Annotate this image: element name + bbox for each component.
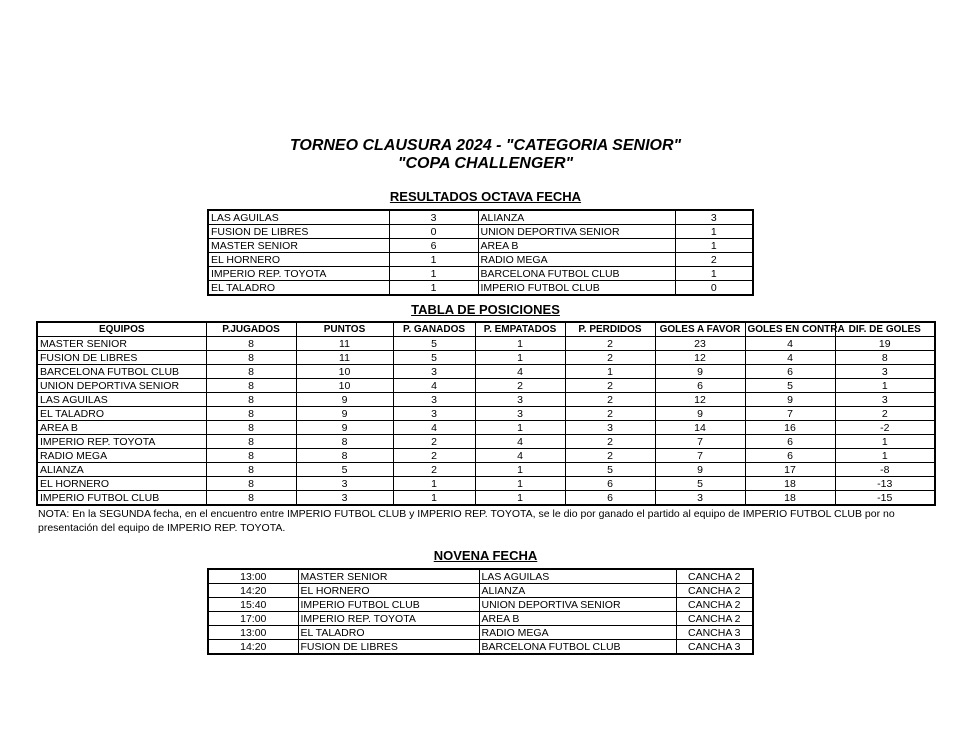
away-team: BARCELONA FUTBOL CLUB (478, 267, 675, 281)
stat-cell: -8 (835, 463, 935, 477)
field: CANCHA 3 (676, 640, 753, 655)
home-team: EL HORNERO (298, 584, 479, 598)
stat-cell: 4 (475, 435, 565, 449)
results-heading: RESULTADOS OCTAVA FECHA (389, 189, 582, 204)
stat-cell: 5 (655, 477, 745, 491)
stat-cell: 9 (655, 463, 745, 477)
stat-cell: 3 (296, 491, 393, 506)
stat-cell: 3 (393, 393, 475, 407)
stat-cell: 8 (296, 435, 393, 449)
stat-cell: 8 (206, 379, 296, 393)
stat-cell: 6 (655, 379, 745, 393)
stat-cell: 8 (835, 351, 935, 365)
stat-cell: 1 (393, 491, 475, 506)
away-team: RADIO MEGA (478, 253, 675, 267)
stat-cell: 10 (296, 365, 393, 379)
stat-cell: 12 (655, 351, 745, 365)
standings-row (37, 435, 935, 449)
team-name: LAS AGUILAS (37, 393, 206, 407)
away-team: UNION DEPORTIVA SENIOR (478, 225, 675, 239)
stat-cell: 8 (206, 351, 296, 365)
away-score: 1 (675, 239, 753, 253)
stat-cell: 5 (565, 463, 655, 477)
fixture-row (208, 598, 753, 612)
standings-row (37, 463, 935, 477)
document-subtitle: "COPA CHALLENGER" (397, 155, 574, 172)
results-table (207, 209, 754, 296)
stat-cell: 8 (206, 393, 296, 407)
away-team: IMPERIO FUTBOL CLUB (478, 281, 675, 296)
stat-cell: 1 (475, 421, 565, 435)
stat-cell: 5 (393, 351, 475, 365)
stat-cell: 9 (655, 407, 745, 421)
standings-row (37, 407, 935, 421)
stat-cell: 8 (206, 449, 296, 463)
field: CANCHA 2 (676, 598, 753, 612)
field: CANCHA 3 (676, 626, 753, 640)
field: CANCHA 2 (676, 584, 753, 598)
stat-cell: 2 (565, 449, 655, 463)
stat-cell: 7 (745, 407, 835, 421)
results-row (208, 267, 753, 281)
home-team: EL TALADRO (208, 281, 389, 296)
away-team: BARCELONA FUTBOL CLUB (479, 640, 676, 655)
stat-cell: 3 (835, 393, 935, 407)
match-time: 13:00 (208, 626, 298, 640)
fixtures-table (207, 568, 754, 655)
column-header: P.JUGADOS (206, 322, 296, 337)
home-score: 1 (389, 281, 478, 296)
stat-cell: 4 (393, 421, 475, 435)
stat-cell: 1 (835, 379, 935, 393)
stat-cell: 2 (565, 407, 655, 421)
stat-cell: 1 (475, 463, 565, 477)
stat-cell: 1 (393, 477, 475, 491)
stat-cell: -2 (835, 421, 935, 435)
stat-cell: 1 (835, 435, 935, 449)
stat-cell: 8 (206, 407, 296, 421)
stat-cell: 7 (655, 435, 745, 449)
stat-cell: 8 (206, 337, 296, 351)
match-time: 13:00 (208, 569, 298, 584)
stat-cell: 2 (565, 337, 655, 351)
stat-cell: 12 (655, 393, 745, 407)
team-name: BARCELONA FUTBOL CLUB (37, 365, 206, 379)
stat-cell: 8 (206, 491, 296, 506)
stat-cell: 4 (393, 379, 475, 393)
stat-cell: 2 (393, 435, 475, 449)
team-name: IMPERIO REP. TOYOTA (37, 435, 206, 449)
standings-row (37, 491, 935, 506)
stat-cell: 3 (655, 491, 745, 506)
home-team: EL TALADRO (298, 626, 479, 640)
stat-cell: 4 (745, 351, 835, 365)
field: CANCHA 2 (676, 612, 753, 626)
standings-row (37, 421, 935, 435)
team-name: AREA B (37, 421, 206, 435)
stat-cell: 3 (393, 365, 475, 379)
stat-cell: -13 (835, 477, 935, 491)
stat-cell: 9 (745, 393, 835, 407)
home-score: 3 (389, 210, 478, 225)
stat-cell: 3 (475, 407, 565, 421)
stat-cell: 18 (745, 491, 835, 506)
home-team: FUSION DE LIBRES (298, 640, 479, 655)
standings-row (37, 351, 935, 365)
stat-cell: 3 (835, 365, 935, 379)
standings-table (36, 321, 936, 506)
away-score: 1 (675, 225, 753, 239)
stat-cell: 18 (745, 477, 835, 491)
match-time: 14:20 (208, 584, 298, 598)
stat-cell: 3 (393, 407, 475, 421)
stat-cell: 1 (835, 449, 935, 463)
stat-cell: 8 (206, 463, 296, 477)
column-header: EQUIPOS (37, 322, 206, 337)
stat-cell: 2 (393, 449, 475, 463)
home-score: 6 (389, 239, 478, 253)
standings-heading: TABLA DE POSICIONES (411, 302, 560, 317)
home-team: MASTER SENIOR (298, 569, 479, 584)
stat-cell: 2 (565, 351, 655, 365)
stat-cell: 2 (565, 435, 655, 449)
home-team: IMPERIO REP. TOYOTA (208, 267, 389, 281)
column-header: P. EMPATADOS (475, 322, 565, 337)
stat-cell: 17 (745, 463, 835, 477)
stat-cell: 9 (296, 421, 393, 435)
team-name: EL HORNERO (37, 477, 206, 491)
home-team: MASTER SENIOR (208, 239, 389, 253)
stat-cell: 8 (206, 365, 296, 379)
away-score: 1 (675, 267, 753, 281)
stat-cell: 2 (565, 379, 655, 393)
stat-cell: 4 (475, 365, 565, 379)
stat-cell: 3 (475, 393, 565, 407)
stat-cell: 1 (475, 477, 565, 491)
standings-row (37, 365, 935, 379)
away-score: 0 (675, 281, 753, 296)
home-team: LAS AGUILAS (208, 210, 389, 225)
results-row (208, 281, 753, 296)
team-name: EL TALADRO (37, 407, 206, 421)
stat-cell: 3 (565, 421, 655, 435)
fixture-row (208, 640, 753, 655)
stat-cell: 2 (475, 379, 565, 393)
home-team: FUSION DE LIBRES (208, 225, 389, 239)
stat-cell: 5 (296, 463, 393, 477)
team-name: MASTER SENIOR (37, 337, 206, 351)
standings-row (37, 379, 935, 393)
fixture-row (208, 626, 753, 640)
team-name: IMPERIO FUTBOL CLUB (37, 491, 206, 506)
stat-cell: 6 (565, 491, 655, 506)
stat-cell: 7 (655, 449, 745, 463)
home-score: 1 (389, 267, 478, 281)
stat-cell: 1 (475, 351, 565, 365)
away-team: ALIANZA (478, 210, 675, 225)
field: CANCHA 2 (676, 569, 753, 584)
stat-cell: 3 (296, 477, 393, 491)
away-team: UNION DEPORTIVA SENIOR (479, 598, 676, 612)
standings-note: NOTA: En la SEGUNDA fecha, en el encuentro entre IMPERIO FUTBOL CLUB y IMPERIO REP. TOYOTA, se le dio por ganado el partido al equipo de IMPERIO FUTBOL CLUB por no presentación del equipo de IMPERIO REP. TOYOTA. (38, 508, 895, 534)
column-header: P. GANADOS (393, 322, 475, 337)
home-score: 0 (389, 225, 478, 239)
standings-row (37, 477, 935, 491)
results-row (208, 210, 753, 225)
stat-cell: 6 (745, 449, 835, 463)
stat-cell: 2 (835, 407, 935, 421)
away-team: ALIANZA (479, 584, 676, 598)
team-name: RADIO MEGA (37, 449, 206, 463)
fixture-row (208, 612, 753, 626)
fixture-row (208, 584, 753, 598)
standings-row (37, 337, 935, 351)
home-team: IMPERIO REP. TOYOTA (298, 612, 479, 626)
stat-cell: 8 (206, 477, 296, 491)
stat-cell: 6 (745, 365, 835, 379)
column-header: P. PERDIDOS (565, 322, 655, 337)
away-team: RADIO MEGA (479, 626, 676, 640)
stat-cell: 11 (296, 351, 393, 365)
results-row (208, 239, 753, 253)
stat-cell: -15 (835, 491, 935, 506)
away-score: 2 (675, 253, 753, 267)
stat-cell: 19 (835, 337, 935, 351)
home-team: IMPERIO FUTBOL CLUB (298, 598, 479, 612)
stat-cell: 5 (393, 337, 475, 351)
column-header: GOLES A FAVOR (655, 322, 745, 337)
document-title: TORNEO CLAUSURA 2024 - "CATEGORIA SENIOR" (289, 137, 682, 154)
away-team: AREA B (478, 239, 675, 253)
stat-cell: 9 (296, 393, 393, 407)
stat-cell: 8 (206, 421, 296, 435)
stat-cell: 9 (655, 365, 745, 379)
column-header: PUNTOS (296, 322, 393, 337)
stat-cell: 1 (565, 365, 655, 379)
fixtures-heading: NOVENA FECHA (433, 548, 538, 563)
stat-cell: 23 (655, 337, 745, 351)
stat-cell: 6 (565, 477, 655, 491)
fixture-row (208, 569, 753, 584)
team-name: UNION DEPORTIVA SENIOR (37, 379, 206, 393)
stat-cell: 14 (655, 421, 745, 435)
stat-cell: 4 (745, 337, 835, 351)
stat-cell: 6 (745, 435, 835, 449)
stat-cell: 4 (475, 449, 565, 463)
match-time: 14:20 (208, 640, 298, 655)
column-header: DIF. DE GOLES (835, 322, 935, 337)
stat-cell: 9 (296, 407, 393, 421)
match-time: 15:40 (208, 598, 298, 612)
standings-row (37, 393, 935, 407)
stat-cell: 8 (206, 435, 296, 449)
column-header: GOLES EN CONTRA (745, 322, 835, 337)
stat-cell: 5 (745, 379, 835, 393)
stat-cell: 11 (296, 337, 393, 351)
stat-cell: 10 (296, 379, 393, 393)
stat-cell: 1 (475, 337, 565, 351)
match-time: 17:00 (208, 612, 298, 626)
team-name: ALIANZA (37, 463, 206, 477)
standings-row (37, 449, 935, 463)
results-row (208, 253, 753, 267)
stat-cell: 16 (745, 421, 835, 435)
stat-cell: 2 (393, 463, 475, 477)
away-score: 3 (675, 210, 753, 225)
stat-cell: 8 (296, 449, 393, 463)
stat-cell: 1 (475, 491, 565, 506)
away-team: AREA B (479, 612, 676, 626)
away-team: LAS AGUILAS (479, 569, 676, 584)
home-score: 1 (389, 253, 478, 267)
stat-cell: 2 (565, 393, 655, 407)
results-row (208, 225, 753, 239)
team-name: FUSION DE LIBRES (37, 351, 206, 365)
home-team: EL HORNERO (208, 253, 389, 267)
